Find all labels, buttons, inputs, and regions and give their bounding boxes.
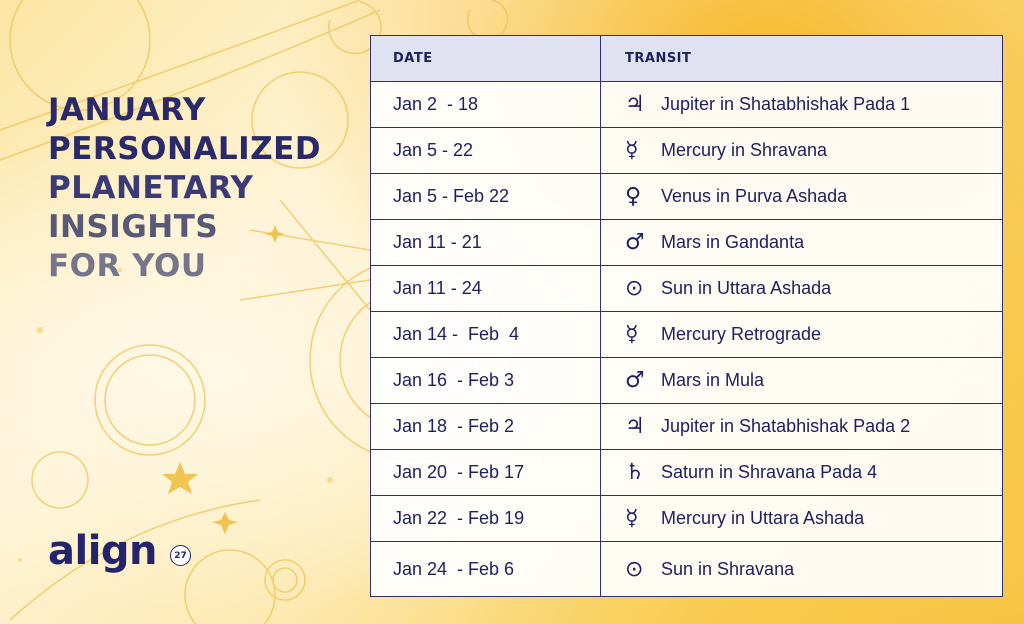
- table-row: [371, 358, 1002, 404]
- transit-label: Jupiter in Shatabhishak Pada 2: [661, 416, 911, 436]
- transit-cell: [601, 450, 1002, 495]
- align27-logo: align: [48, 528, 158, 574]
- venus-icon: ♀: [625, 184, 642, 209]
- transit-cell: [601, 174, 1002, 219]
- date-cell: Jan 20 - Feb 17: [371, 450, 601, 495]
- date-cell: Jan 2 - 18: [371, 82, 601, 127]
- table-row: [371, 220, 1002, 266]
- transit-cell: [601, 220, 1002, 265]
- transit-cell: [601, 496, 1002, 541]
- jupiter-icon: ♃: [625, 92, 645, 117]
- table-row: [371, 82, 1002, 128]
- mercury-icon: ☿: [625, 506, 639, 531]
- transit-label: Sun in Uttara Ashada: [661, 278, 832, 298]
- table-row: [371, 312, 1002, 358]
- transit-label: Mars in Mula: [661, 370, 765, 390]
- date-cell: Jan 11 - 24: [371, 266, 601, 311]
- column-header-date: DATE: [371, 36, 601, 81]
- transit-cell: [601, 266, 1002, 311]
- table-row: [371, 128, 1002, 174]
- logo-badge: 27: [170, 545, 191, 566]
- transit-cell: [601, 542, 1002, 597]
- table-row: [371, 450, 1002, 496]
- sun-icon: ⊙: [625, 557, 644, 582]
- transit-label: Mercury in Uttara Ashada: [661, 508, 865, 528]
- table-row: [371, 496, 1002, 542]
- title-line-january: JANUARY: [48, 92, 206, 128]
- column-header-transit: TRANSIT: [625, 51, 692, 66]
- date-cell: Jan 22 - Feb 19: [371, 496, 601, 541]
- mars-icon: ♂: [625, 230, 645, 255]
- transit-label: Sun in Shravana: [661, 559, 795, 579]
- date-cell: Jan 14 - Feb 4: [371, 312, 601, 357]
- date-cell: Jan 5 - 22: [371, 128, 601, 173]
- transit-cell: [601, 312, 1002, 357]
- transit-table: [370, 35, 1003, 597]
- transit-label: Mercury Retrograde: [661, 324, 822, 344]
- mars-icon: ♂: [625, 368, 645, 393]
- page-title: [48, 91, 321, 286]
- sun-icon: ⊙: [625, 276, 644, 301]
- date-cell: Jan 18 - Feb 2: [371, 404, 601, 449]
- transit-cell: [601, 404, 1002, 449]
- saturn-icon: ♄: [625, 460, 645, 485]
- mercury-icon: ☿: [625, 322, 639, 347]
- title-line-personalized: PERSONALIZED: [48, 131, 322, 167]
- table-row: [371, 174, 1002, 220]
- transit-label: Mars in Gandanta: [661, 232, 805, 252]
- date-cell: Jan 24 - Feb 6: [371, 542, 601, 597]
- table-row: [371, 266, 1002, 312]
- transit-label: Jupiter in Shatabhishak Pada 1: [661, 94, 911, 114]
- date-cell: Jan 5 - Feb 22: [371, 174, 601, 219]
- table-header-row: [371, 36, 1002, 82]
- date-cell: Jan 16 - Feb 3: [371, 358, 601, 403]
- title-line-insights: INSIGHTS: [48, 209, 219, 245]
- date-cell: Jan 11 - 21: [371, 220, 601, 265]
- table-row: [371, 404, 1002, 450]
- transit-cell: [601, 358, 1002, 403]
- transit-cell: [601, 128, 1002, 173]
- transit-label: Mercury in Shravana: [661, 140, 828, 160]
- jupiter-icon: ♃: [625, 414, 645, 439]
- mercury-icon: ☿: [625, 138, 639, 163]
- title-line-planetary: PLANETARY: [48, 170, 254, 206]
- transit-cell: [601, 82, 1002, 127]
- table-row: [371, 542, 1002, 597]
- transit-label: Saturn in Shravana Pada 4: [661, 462, 878, 482]
- title-line-for-you: FOR YOU: [48, 248, 207, 284]
- transit-label: Venus in Purva Ashada: [661, 186, 848, 206]
